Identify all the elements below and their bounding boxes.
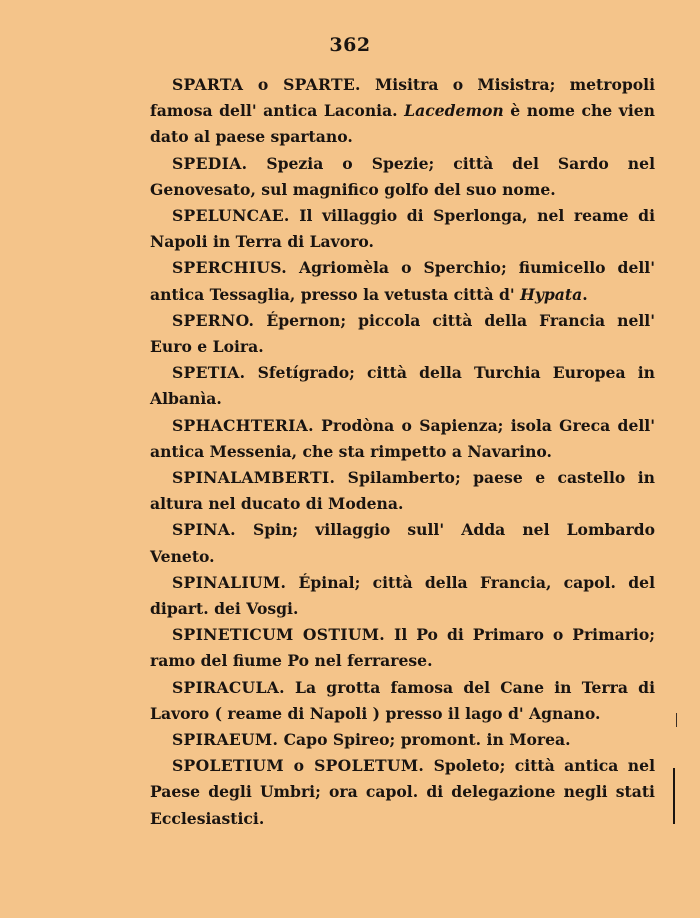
entry-headword: SPERCHIUS. (172, 258, 288, 278)
entry-italic-term: Hypata (520, 284, 583, 304)
entry-sparta (150, 72, 655, 151)
entry-headword: SPEDIA. (172, 153, 248, 173)
entry-text: Spilamberto; paese e castello in altura nel ducato di Modena. (150, 468, 655, 514)
entry-spiracula (150, 675, 655, 727)
entry-text: Il Po di Primaro o Primario; ramo del fiume Po nel ferrarese. (150, 625, 655, 671)
page-number: 362 (329, 34, 371, 56)
entry-headword: SPINALAMBERTI. (172, 468, 336, 488)
entry-spinalamberti (150, 465, 655, 517)
entry-text: La grotta famosa del Cane in Terra di Lavoro ( reame di Napoli ) presso il lago d' Agnano. (150, 677, 655, 723)
entry-spedia (150, 151, 655, 203)
entry-italic-term: Lacedemon (404, 101, 504, 121)
entry-headword: SPIRACULA. (172, 677, 285, 697)
entry-text-continued: . (582, 284, 588, 304)
entry-headword: SPIRAEUM. (172, 730, 279, 750)
entry-sphachteria (150, 413, 655, 465)
entry-text: Misitra o Misistra; metropoli famosa dell' antica Laconia. (150, 75, 655, 121)
entry-speluncae (150, 203, 655, 255)
entry-text: Épinal; città della Francia, capol. del dipart. dei Vosgi. (150, 572, 655, 619)
margin-tick-mark (676, 713, 677, 727)
entry-spetia (150, 360, 655, 412)
entry-text: Spezia o Spezie; città del Sardo nel Genovesato, sul magnifico golfo del suo nome. (150, 153, 655, 199)
entry-spiraeum (150, 727, 655, 753)
entry-sperno (150, 308, 655, 360)
entry-spinalium (150, 570, 655, 622)
dictionary-entries (150, 72, 655, 832)
margin-vertical-rule (673, 768, 675, 824)
entry-headword: SPARTA o SPARTE. (172, 75, 361, 94)
entry-spineticum-ostium (150, 622, 655, 674)
entry-sperchius (150, 255, 655, 307)
entry-text: Prodòna o Sapienza; isola Greca dell' antica Messenia, che sta rimpetto a Navarino. (150, 415, 655, 461)
entry-spina (150, 517, 655, 569)
entry-headword: SPELUNCAE. (172, 206, 290, 226)
entry-headword: SPHACHTERIA. (172, 415, 314, 435)
entry-headword: SPINALIUM. (172, 572, 287, 592)
entry-text: Sfetígrado; città della Turchia Europea in Albanìa. (150, 363, 655, 409)
entry-text: Spin; villaggio sull' Adda nel Lombardo Veneto. (150, 520, 655, 566)
entry-text: Épernon; piccola città della Francia nell' Euro e Loira. (150, 310, 655, 357)
entry-headword: SPINETICUM OSTIUM. (172, 625, 386, 645)
entry-headword: SPERNO. (172, 310, 255, 330)
entry-text: Il villaggio di Sperlonga, nel reame di Napoli in Terra di Lavoro. (150, 206, 655, 252)
entry-headword: SPETIA. (172, 363, 246, 383)
entry-headword: SPINA. (172, 520, 236, 540)
entry-headword: SPOLETIUM o SPOLETUM. (172, 756, 425, 776)
entry-spoletium (150, 753, 655, 832)
entry-text: Spoleto; città antica nel Paese degli Umbri; ora capol. di delegazione negli stati Ecclesiastici. (150, 756, 655, 828)
entry-text: Agriomèla o Sperchio; fiumicello dell' antica Tessaglia, presso la vetusta città d' (150, 258, 655, 304)
entry-text-continued: è nome che vien dato al paese spartano. (150, 101, 656, 147)
entry-text: Capo Spireo; promont. in Morea. (278, 730, 571, 750)
